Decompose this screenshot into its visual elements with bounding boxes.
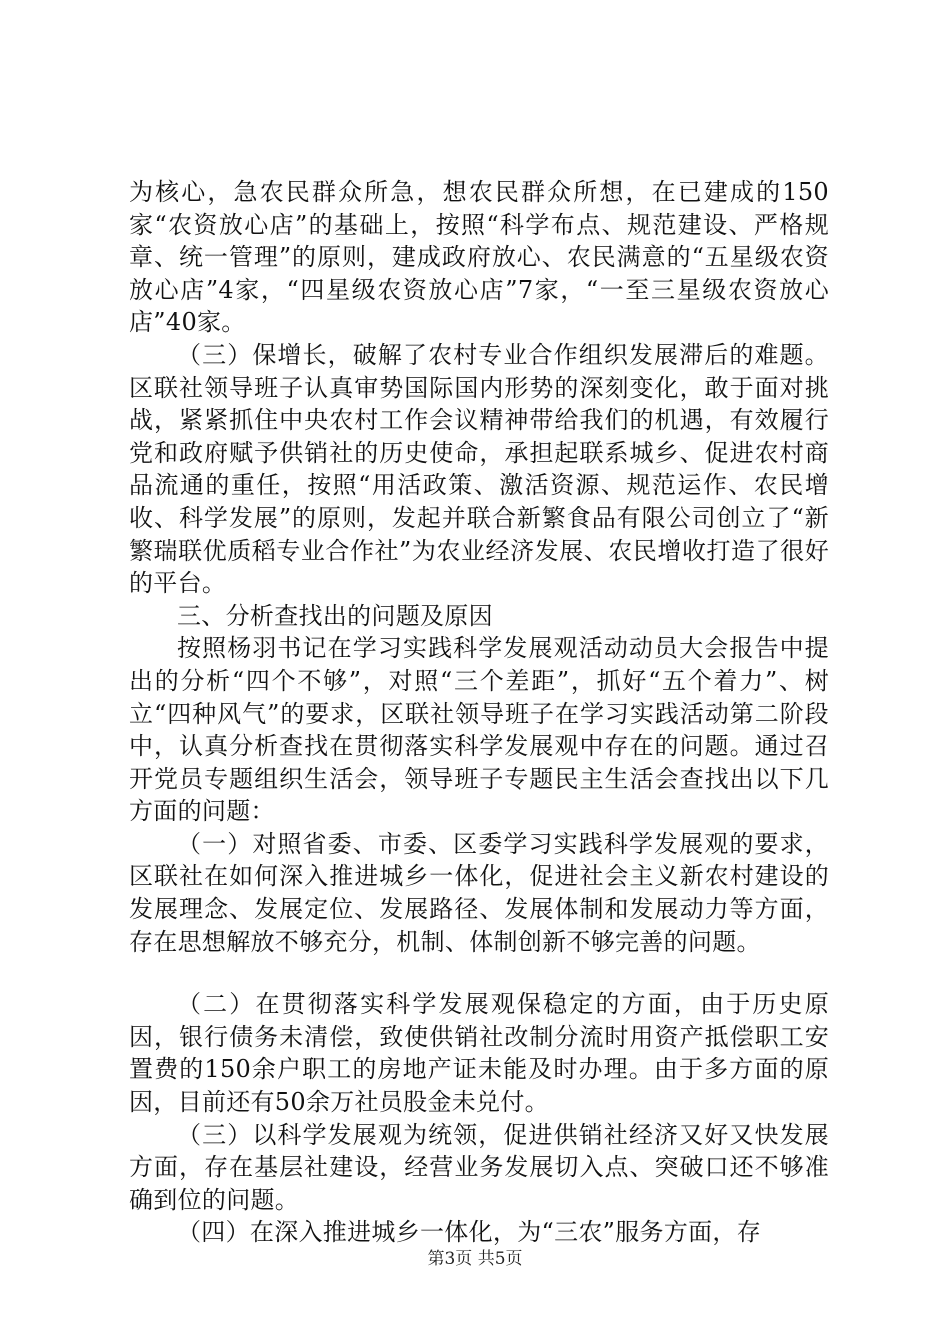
- paragraph-section-three-growth: （三）保增长，破解了农村专业合作组织发展滞后的难题。区联社领导班子认真审势国际国内形势的深刻变化，敢于面对挑战，紧紧抓住中央农村工作会议精神带给我们的机遇，有效履行党和政府赋予供销社的历史使命，承担起联系城乡、促进农村商品流通的重任，按照“用活政策、激活资源、规范运作、农民增收、科学发展”的原则，发起并联合新繁食品有限公司创立了“新繁瑞联优质稻专业合作社”为农业经济发展、农民增收打造了很好的平台。: [129, 340, 829, 598]
- paragraph-continuation: 为核心，急农民群众所急，想农民群众所想，在已建成的150家“农资放心店”的基础上，按照“科学布点、规范建设、严格规章、统一管理”的原则，建成政府放心、农民满意的“五星级农资放心店”4家，“四星级农资放心店”7家，“一至三星级农资放心店”40家。: [129, 178, 829, 337]
- paragraph-problem-one: （一）对照省委、市委、区委学习实践科学发展观的要求，区联社在如何深入推进城乡一体化，促进社会主义新农村建设的发展理念、发展定位、发展路径、发展体制和发展动力等方面，存在思想解放不够充分，机制、体制创新不够完善的问题。: [129, 829, 829, 956]
- paragraph-problem-four: （四）在深入推进城乡一体化，为“三农”服务方面，存: [177, 1218, 762, 1247]
- document-body: [129, 176, 829, 1249]
- paragraph-problem-three: （三）以科学发展观为统领，促进供销社经济又好又快发展方面，存在基层社建设，经营业务发展切入点、突破口还不够准确到位的问题。: [129, 1120, 829, 1214]
- paragraph-analysis-intro: 按照杨羽书记在学习实践科学发展观活动动员大会报告中提出的分析“四个不够”，对照“三个差距”，抓好“五个着力”、树立“四种风气”的要求，区联社领导班子在学习实践活动第二阶段中，认真分析查找在贯彻落实科学发展观中存在的问题。通过召开党员专题组织生活会，领导班子专题民主生活会查找出以下几方面的问题：: [129, 634, 829, 826]
- page-number-footer: 第3页 共5页: [427, 1249, 523, 1269]
- section-heading-problems: 三、分析查找出的问题及原因: [177, 601, 493, 630]
- paragraph-problem-two: （二）在贯彻落实科学发展观保稳定的方面，由于历史原因，银行债务未清偿，致使供销社改制分流时用资产抵偿职工安置费的150余户职工的房地产证未能及时办理。由于多方面的原因，目前还有50余万社员股金未兑付。: [129, 990, 829, 1117]
